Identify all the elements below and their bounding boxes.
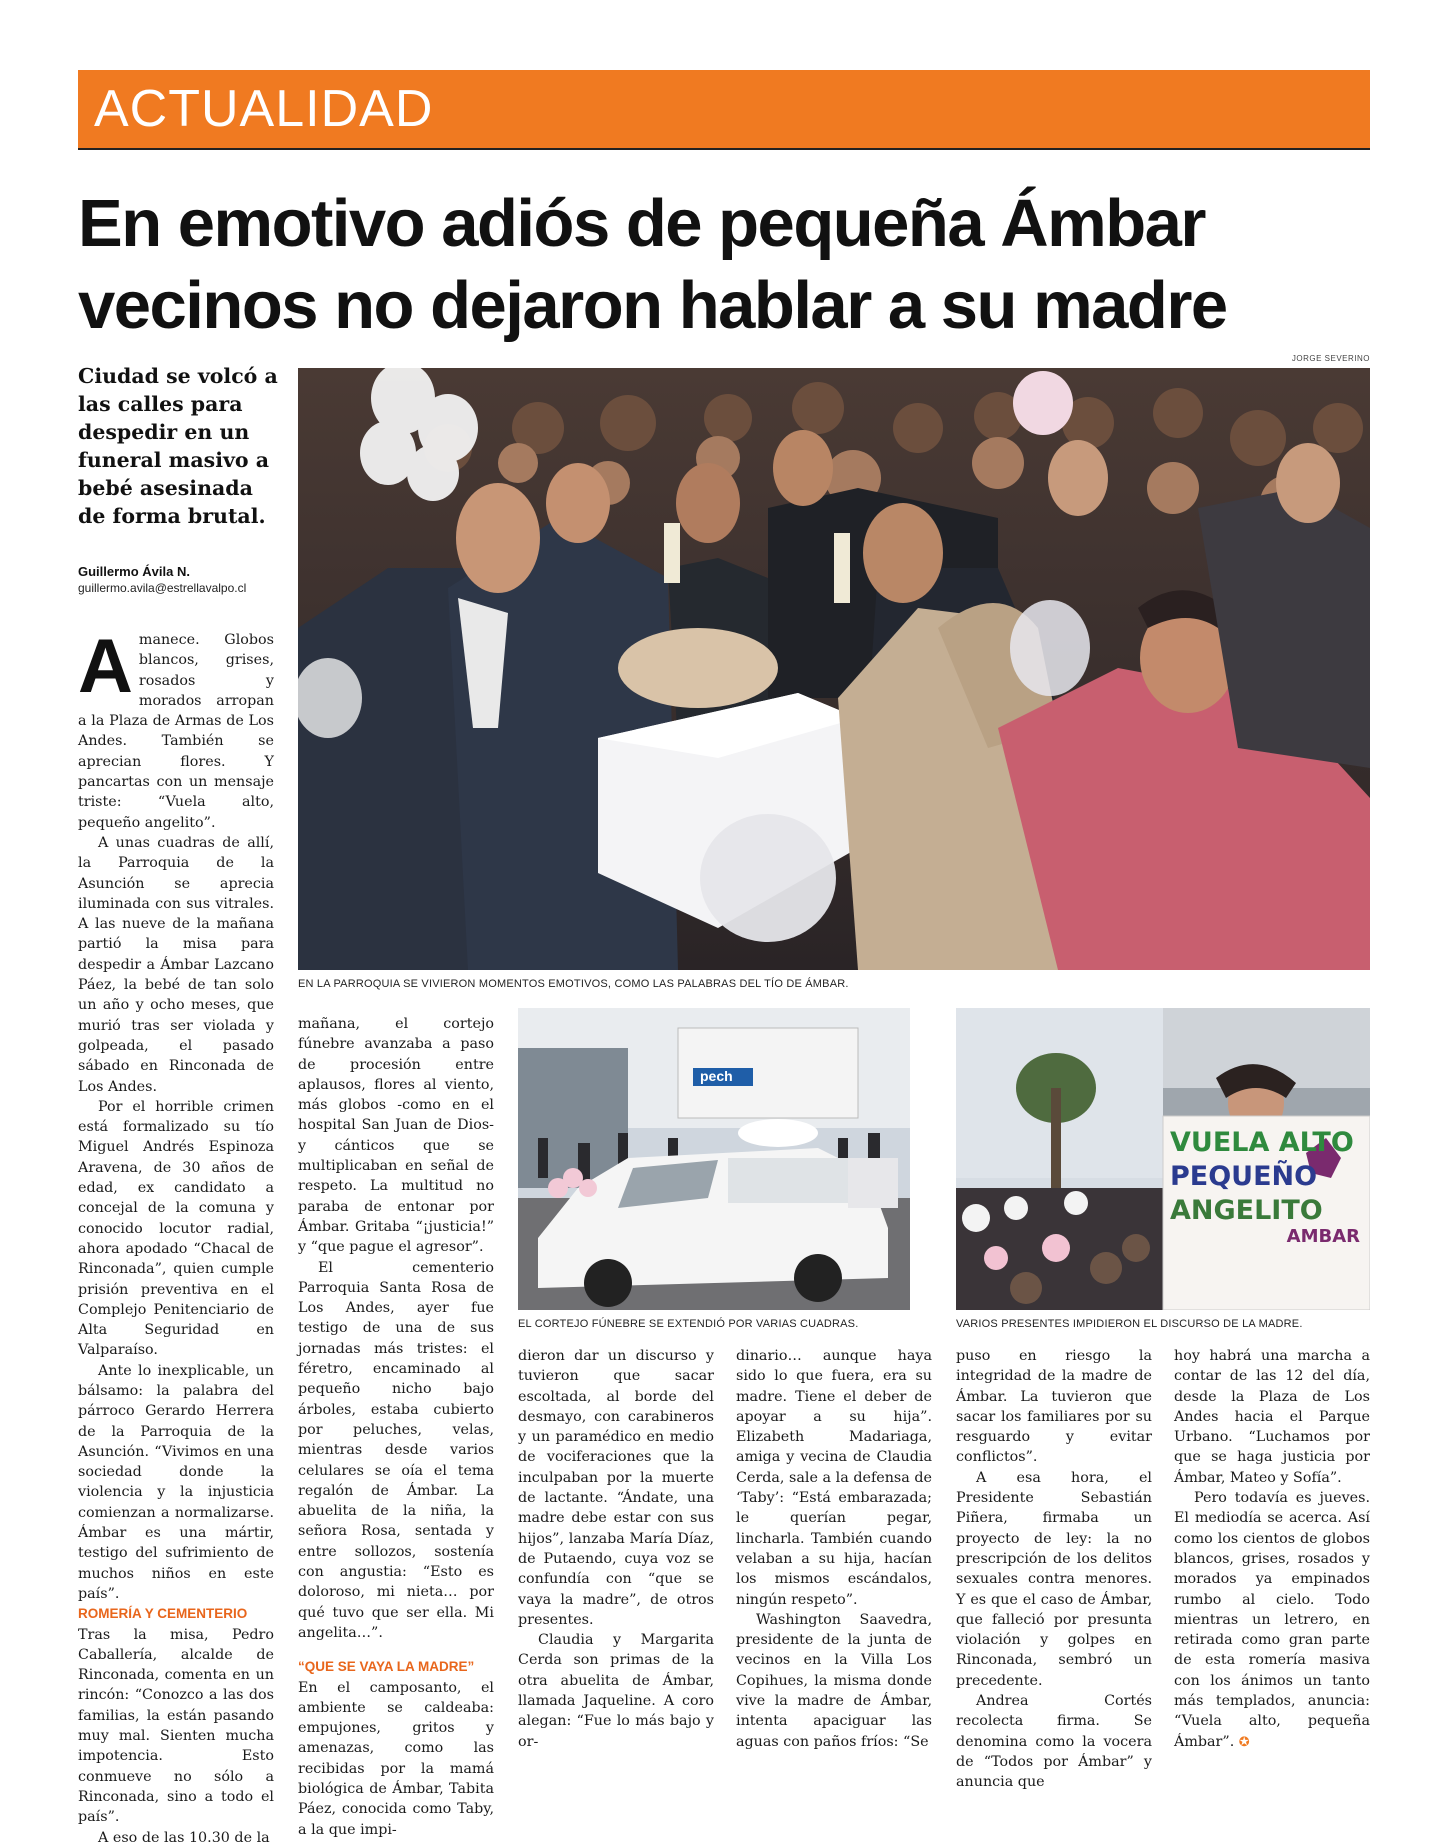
caption-hearse: EL CORTEJO FÚNEBRE SE EXTENDIÓ POR VARIAS CUADRAS. xyxy=(518,1318,859,1330)
paragraph: mañana, el cortejo fúnebre avanzaba a paso de procesión entre aplausos, flores al viento, más globos -como en el hospital San Juan de Dios- y cánticos que se multiplicaban en señal de respeto. La multitud no paraba de entonar por Ámbar. Gritaba “¡justicia!” y “que pague el agresor”. xyxy=(298,1016,494,1256)
headline-line-2: vecinos no dejaron hablar a su madre xyxy=(78,268,1227,343)
paragraph: A esa hora, el Presidente Sebastián Piñera, firmaba un proyecto de ley: la no prescripción de los delitos sexuales contra menores. Y es que el caso de Ámbar, que falleció por presunta violación y golpes en Rinconada, sembró un precedente. xyxy=(956,1469,1152,1689)
article-column-4 xyxy=(736,1346,932,1752)
paragraph: dinario… aunque haya sido lo que fuera, era su madre. Tiene el deber de apoyar a su hija”. Elizabeth Madariaga, amiga y vecina de Claudia Cerda, sale a la defensa de ‘Taby’: “Está embarazada; le querían pegar, lincharla. También cuando velaban a su hija, hacían los mismos escándalos, ningún respeto”. xyxy=(736,1348,932,1608)
paragraph: Tras la misa, Pedro Caballería, alcalde de Rinconada, comenta en un rincón: “Conozco a las dos familias, la están pasando muy mal. Sienten mucha impotencia. Esto conmueve no sólo a Rinconada, sino a todo el país”. xyxy=(78,1626,274,1826)
paragraph: Claudia y Margarita Cerda son primas de la otra abuelita de Ámbar, llamada Jaqueline. A coro alegan: “Fue lo más bajo y or- xyxy=(518,1632,714,1750)
article-column-1 xyxy=(78,624,274,1848)
paragraph: Ante lo inexplicable, un bálsamo: la palabra del párroco Gerardo Herrera de la Parroquia de la Asunción. “Vivimos en una sociedad donde la violencia y la injusticia comienzan a normalizarse. Ámbar es una mártir, testigo del sufrimiento de muchos niños en este país”. xyxy=(78,1362,274,1602)
section-title: ACTUALIDAD xyxy=(94,80,434,138)
lead-text: Ciudad se volcó a las calles para despedir en un funeral masivo a bebé asesinada de forma brutal. xyxy=(78,364,278,528)
article-column-6 xyxy=(1174,1346,1370,1753)
photo-crowd-sign xyxy=(956,1008,1370,1310)
paragraph xyxy=(1174,1488,1370,1753)
article-column-5 xyxy=(956,1346,1152,1793)
storefront-sign: pech xyxy=(700,1068,733,1084)
author-email: guillermo.avila@estrellavalpo.cl xyxy=(78,581,247,595)
main-photo-funeral xyxy=(298,368,1370,970)
paragraph: Andrea Cortés recolecta firma. Se denomina como la vocera de “Todos por Ámbar” y anuncia que xyxy=(956,1693,1152,1791)
photo-hearse xyxy=(518,1008,910,1310)
sign-line-4: AMBAR xyxy=(1286,1226,1360,1247)
paragraph: Por el horrible crimen está formalizado su tío Miguel Andrés Espinoza Aravena, de 30 años de edad, ex candidato a concejal de la comuna y conocido locutor radial, ahora apodado “Chacal de Rinconada”, quien cumple prisión preventiva en el Complejo Penitenciario de Alta Seguridad en Valparaíso. xyxy=(78,1098,274,1359)
paragraph: A unas cuadras de allí, la Parroquia de la Asunción se aprecia iluminada con sus vitrales. A las nueve de la mañana partió la misa para despedir a Ámbar Lazcano Páez, la bebé de tan solo un año y ocho meses, que murió tras ser violada y golpeada, el pasado sábado en Rinconada de Los Andes. xyxy=(78,834,274,1095)
headline-line-1: En emotivo adiós de pequeña Ámbar xyxy=(78,186,1205,261)
paragraph: En el camposanto, el ambiente se caldeaba: empujones, gritos y amenazas, como las recibidas por la mamá biológica de Ámbar, Tabita Páez, conocida como Taby, a la que impi- xyxy=(298,1679,494,1838)
subhead-que-se-vaya: “QUE SE VAYA LA MADRE” xyxy=(298,1659,475,1675)
paragraph: Washington Saavedra, presidente de la junta de vecinos en la Villa Los Copihues, la misma donde vive la madre de Ámbar, intenta apaciguar las aguas con paños fríos: “Se xyxy=(736,1611,932,1750)
drop-cap: A xyxy=(78,624,133,709)
end-mark-icon: ✪ xyxy=(1238,1734,1250,1750)
sign-line-1: VUELA ALTO xyxy=(1170,1127,1354,1158)
paragraph-text: Pero todavía es jueves. El mediodía se acerca. Así como los cientos de globos blancos, grises, rosados y morados ya empinados rumbo al cielo. Todo mientras un letrero, en retirada como gran parte de esta romería masiva con los ánimos un tanto más templados, anuncia: “Vuela alto, pequeña Ámbar”. xyxy=(1174,1490,1370,1750)
section-banner xyxy=(78,70,1370,150)
paragraph: dieron dar un discurso y tuvieron que sacar escoltada, al borde del desmayo, con carabineros y un paramédico en medio de vociferaciones que la inculpaban por la muerte de lactante. “Ándate, una madre debe estar con sus hijos”, lanzaba María Díaz, de Putaendo, cuya voz se confundía con “que se vaya la madre”, de otros presentes. xyxy=(518,1348,714,1628)
photo-credit: JORGE SEVERINO xyxy=(1291,354,1370,363)
headline xyxy=(78,183,1370,347)
subhead-romeria: ROMERÍA Y CEMENTERIO xyxy=(78,1606,248,1622)
paragraph: A eso de las 10.30 de la xyxy=(98,1829,270,1846)
caption-crowd: VARIOS PRESENTES IMPIDIERON EL DISCURSO DE LA MADRE. xyxy=(956,1318,1303,1330)
paragraph: hoy habrá una marcha a contar de las 12 del día, desde la Plaza de Los Andes hacia el Parque Urbano. “Luchamos por que se haga justicia por Ámbar, Mateo y Sofía”. xyxy=(1174,1348,1370,1486)
article-column-3 xyxy=(518,1346,714,1752)
sign-line-3: ANGELITO xyxy=(1170,1195,1323,1226)
paragraph: El cementerio Parroquia Santa Rosa de Los Andes, ayer fue testigo de una de sus jornadas más tristes: el féretro, encaminado al pequeño nicho bajo árboles, estaba cubierto por peluches, velas, mientras desde varios celulares se oía el tema regalón de Ámbar. La abuelita de la niña, la señora Rosa, sentada y entre sollozos, sostenía con angustia: “Esto es doloroso, mi nieta… por qué tuvo que ser ella. Mi angelita…”. xyxy=(298,1259,494,1641)
paragraph: manece. Globos blancos, grises, rosados y morados arropan a la Plaza de Armas de Los Andes. También se aprecian flores. Y pancartas con un mensaje triste: “Vuela alto, pequeño angelito”. xyxy=(78,632,274,831)
sign-text xyxy=(1170,1126,1366,1246)
paragraph: puso en riesgo la integridad de la madre de Ámbar. La tuvieron que sacar los familiares por su resguardo y evitar conflictos”. xyxy=(956,1348,1152,1466)
caption-main-photo: EN LA PARROQUIA SE VIVIERON MOMENTOS EMOTIVOS, COMO LAS PALABRAS DEL TÍO DE ÁMBAR. xyxy=(298,978,849,990)
sign-line-2: PEQUEÑO xyxy=(1170,1161,1318,1192)
author-name: Guillermo Ávila N. xyxy=(78,564,190,579)
article-column-2 xyxy=(298,1014,494,1840)
